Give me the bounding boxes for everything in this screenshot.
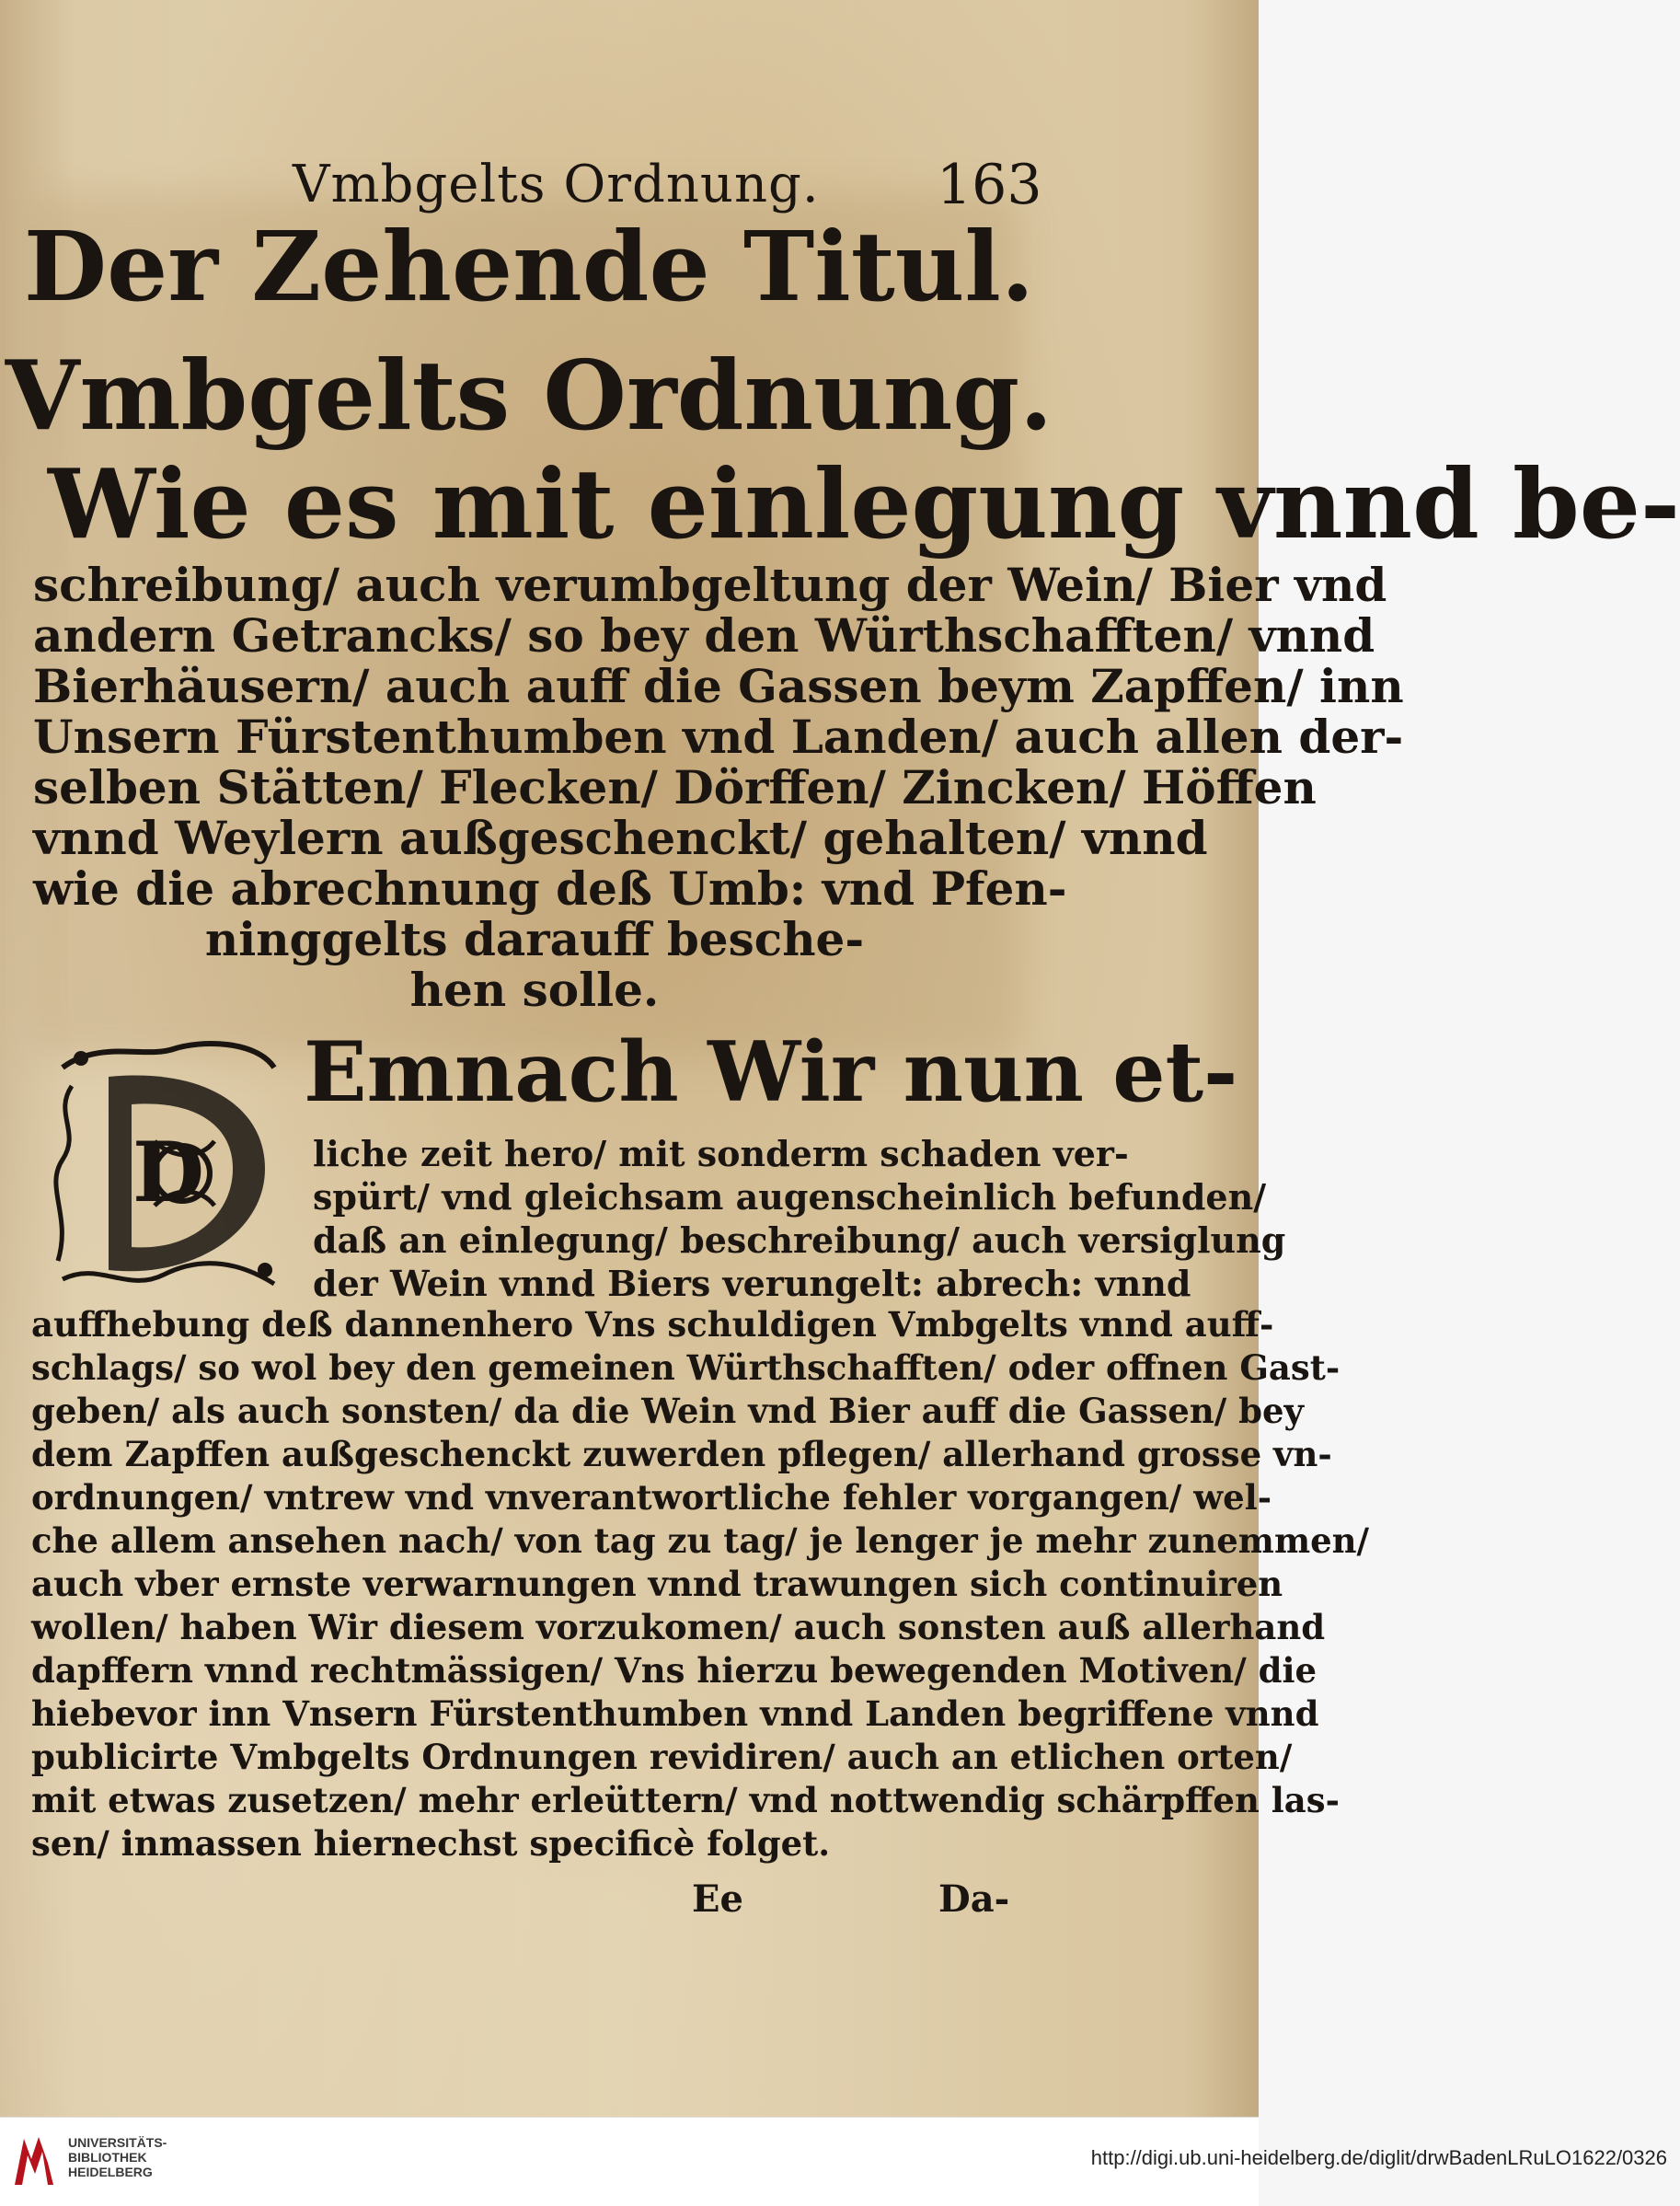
heading-line: Bierhäusern/ auch auff die Gassen beym Zapffen/ inn xyxy=(33,659,1404,713)
heading-line: ninggelts darauff besche- xyxy=(204,912,865,966)
logo-line: HEIDELBERG xyxy=(68,2165,153,2179)
body-line: auch vber ernste verwarnungen vnnd trawungen sich continuiren xyxy=(31,1564,1283,1604)
body-line: daß an einlegung/ beschreibung/ auch versiglung xyxy=(313,1219,1286,1261)
initial-letter: D xyxy=(132,1124,205,1221)
body-line: schlags/ so wol bey den gemeinen Würthschafften/ oder offnen Gast- xyxy=(31,1347,1341,1388)
library-logo-icon[interactable] xyxy=(11,2131,57,2189)
body-line: sen/ inmassen hiernechst specificè folget. xyxy=(31,1823,831,1864)
body-line: mit etwas zusetzen/ mehr erleüttern/ vnd nottwendig schärpffen las- xyxy=(31,1780,1340,1820)
logo-line: BIBLIOTHEK xyxy=(68,2150,147,2165)
chapter-title: Der Zehende Titul. xyxy=(23,210,1035,323)
heading-lead-line: Wie es mit einlegung vnnd be- xyxy=(48,447,1680,560)
body-indented-block xyxy=(313,1132,1285,1305)
heading-line: wie die abrechnung deß Umb: vnd Pfen- xyxy=(33,861,1067,916)
source-url-link[interactable]: http://digi.ub.uni-heidelberg.de/diglit/drwBadenLRuLO1622/0326 xyxy=(1090,2146,1667,2169)
heading-block xyxy=(33,558,1404,1017)
body-line: auffhebung deß dannenhero Vns schuldigen Vmbgelts vnnd auff- xyxy=(31,1304,1274,1345)
heading-line: vnnd Weylern außgeschenckt/ gehalten/ vnnd xyxy=(33,811,1208,865)
body-line: dapffern vnnd rechtmässigen/ Vns hierzu bewegenden Motiven/ die xyxy=(31,1650,1318,1691)
body-text-block xyxy=(31,1303,1370,1865)
heading-line: hen solle. xyxy=(409,963,660,1017)
signature-mark: Ee xyxy=(692,1877,743,1921)
body-line: der Wein vnnd Biers verungelt: abrech: vnnd xyxy=(313,1263,1191,1304)
logo-line: UNIVERSITÄTS- xyxy=(68,2135,167,2150)
body-line: liche zeit hero/ mit sonderm schaden ver- xyxy=(313,1133,1129,1174)
heading-line: andern Getrancks/ so bey den Würthschafften/ vnnd xyxy=(33,608,1375,663)
body-line: ordnungen/ vntrew vnd vnverantwortliche fehler vorgangen/ wel- xyxy=(31,1477,1272,1518)
body-line: geben/ als auch sonsten/ da die Wein vnd Bier auff die Gassen/ bey xyxy=(31,1391,1305,1431)
section-title: Vmbgelts Ordnung. xyxy=(5,339,1053,452)
body-lead-line: Emnach Wir nun et- xyxy=(304,1023,1238,1121)
heading-line: selben Stätten/ Flecken/ Dörffen/ Zincken/ Höffen xyxy=(33,760,1317,814)
viewer-footer xyxy=(0,2117,1259,2206)
body-line: publicirte Vmbgelts Ordnungen revidiren/ auch an etlichen orten/ xyxy=(31,1737,1293,1777)
body-line: che allem ansehen nach/ von tag zu tag/ je lenger je mehr zunemmen/ xyxy=(31,1520,1370,1561)
decorated-initial-icon xyxy=(44,1031,293,1298)
heading-line: schreibung/ auch verumbgeltung der Wein/ Bier vnd xyxy=(33,558,1387,612)
page-number: 163 xyxy=(937,153,1042,217)
library-logo-text[interactable] xyxy=(68,2135,167,2179)
body-line: wollen/ haben Wir diesem vorzukomen/ auch sonsten auß allerhand xyxy=(31,1607,1326,1647)
running-title: Vmbgelts Ordnung. xyxy=(293,155,820,214)
body-line: spürt/ vnd gleichsam augenscheinlich befunden/ xyxy=(313,1176,1267,1218)
heading-line: Unsern Fürstenthumben vnd Landen/ auch allen der- xyxy=(33,710,1404,764)
body-line: hiebevor inn Vnsern Fürstenthumben vnnd Landen begriffene vnnd xyxy=(31,1693,1319,1734)
body-line: dem Zapffen außgeschenckt zuwerden pflegen/ allerhand grosse vn- xyxy=(31,1434,1332,1474)
catchword: Da- xyxy=(938,1877,1010,1921)
